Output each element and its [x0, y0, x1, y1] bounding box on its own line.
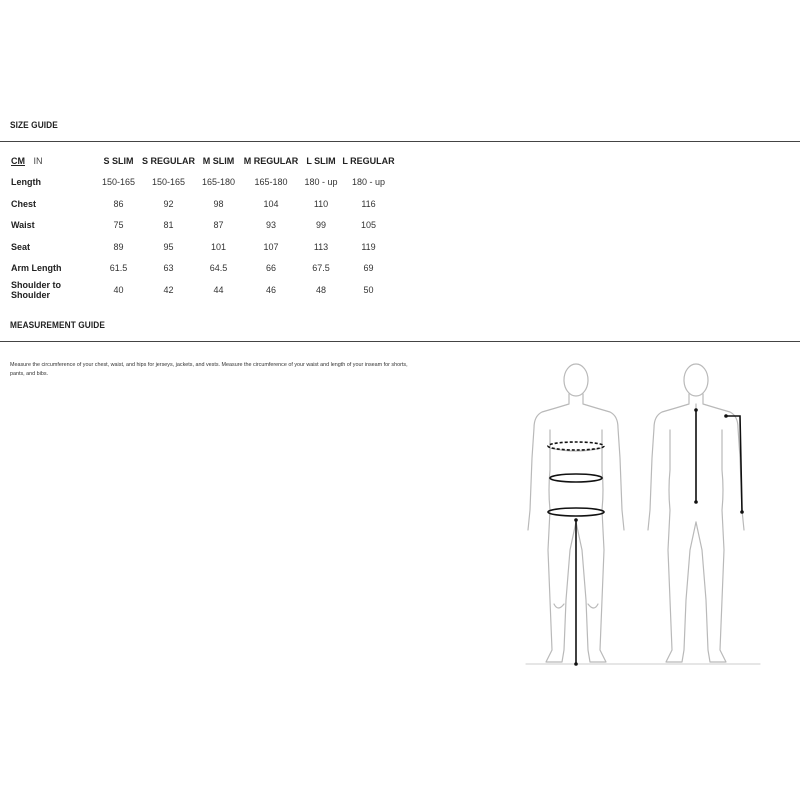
table-cell: 150-165 — [151, 177, 186, 188]
table-cell: 81 — [163, 220, 174, 231]
table-cell: 113 — [313, 241, 329, 252]
table-cell: 42 — [163, 284, 174, 295]
measurement-guide-divider — [0, 341, 800, 342]
row-label: Waist — [11, 220, 35, 231]
column-header: M SLIM — [202, 155, 235, 166]
table-cell: 93 — [265, 220, 276, 231]
table-cell: 105 — [360, 220, 377, 231]
column-header: M REGULAR — [243, 155, 299, 166]
row-label: Chest — [11, 198, 37, 209]
table-cell: 87 — [213, 220, 224, 231]
unit-in-option[interactable]: IN — [33, 155, 43, 166]
size-guide-divider — [0, 141, 800, 142]
table-cell: 63 — [163, 263, 174, 274]
table-cell: 99 — [315, 220, 326, 231]
table-row — [8, 258, 396, 280]
table-cell: 107 — [263, 241, 279, 252]
table-cell: 50 — [363, 284, 374, 295]
table-cell: 75 — [113, 220, 124, 231]
table-cell: 180 - up — [351, 177, 386, 188]
table-cell: 89 — [113, 241, 124, 252]
table-cell: 165-180 — [254, 177, 288, 188]
table-cell: 44 — [213, 284, 224, 295]
measurement-description: Measure the circumference of your chest, waist, and hips for jerseys, jackets, and vests. Measure the circumference of your waist and length of your inseam for shorts, pants, and bibs. — [10, 362, 408, 377]
table-cell: 40 — [113, 284, 124, 295]
row-label: Shoulder to Shoulder — [11, 279, 61, 300]
table-cell: 92 — [163, 198, 174, 209]
table-row — [8, 215, 396, 237]
table-row — [8, 236, 396, 258]
table-cell: 46 — [265, 284, 276, 295]
table-row — [8, 279, 396, 301]
table-cell: 64.5 — [209, 263, 228, 274]
unit-cm-option[interactable]: CM — [11, 155, 25, 166]
table-cell: 101 — [210, 241, 227, 252]
table-cell: 67.5 — [312, 263, 330, 274]
row-label: Seat — [11, 241, 31, 252]
size-table-header-row — [8, 150, 396, 172]
seat-measure-loop — [548, 508, 604, 516]
row-label: Length — [11, 177, 41, 188]
table-cell: 69 — [363, 263, 374, 274]
table-cell: 66 — [265, 263, 276, 274]
table-cell: 48 — [315, 284, 326, 295]
measurement-lines — [548, 410, 742, 664]
waist-measure-loop — [550, 474, 602, 482]
size-table — [8, 150, 396, 301]
arm-length-measure-line — [726, 416, 742, 512]
body-measurement-illustration — [520, 350, 770, 670]
column-header: S SLIM — [103, 155, 134, 166]
table-cell: 95 — [163, 241, 174, 252]
column-header: L SLIM — [306, 155, 336, 166]
table-cell: 165-180 — [201, 177, 236, 188]
size-guide-title: SIZE GUIDE — [10, 120, 58, 130]
table-cell: 150-165 — [101, 177, 136, 188]
table-row — [8, 172, 396, 194]
row-label: Arm Length — [11, 263, 62, 274]
measurement-guide-title: MEASUREMENT GUIDE — [10, 320, 105, 330]
table-cell: 104 — [263, 198, 279, 209]
table-cell: 110 — [313, 198, 329, 209]
table-cell: 119 — [361, 241, 376, 252]
table-cell: 61.5 — [109, 263, 128, 274]
column-header: L REGULAR — [342, 155, 395, 166]
unit-toggle — [8, 150, 96, 172]
table-row — [8, 193, 396, 215]
table-cell: 86 — [113, 198, 124, 209]
column-header: S REGULAR — [141, 155, 195, 166]
table-cell: 98 — [213, 198, 224, 209]
table-cell: 180 - up — [304, 177, 338, 188]
table-cell: 116 — [361, 198, 376, 209]
